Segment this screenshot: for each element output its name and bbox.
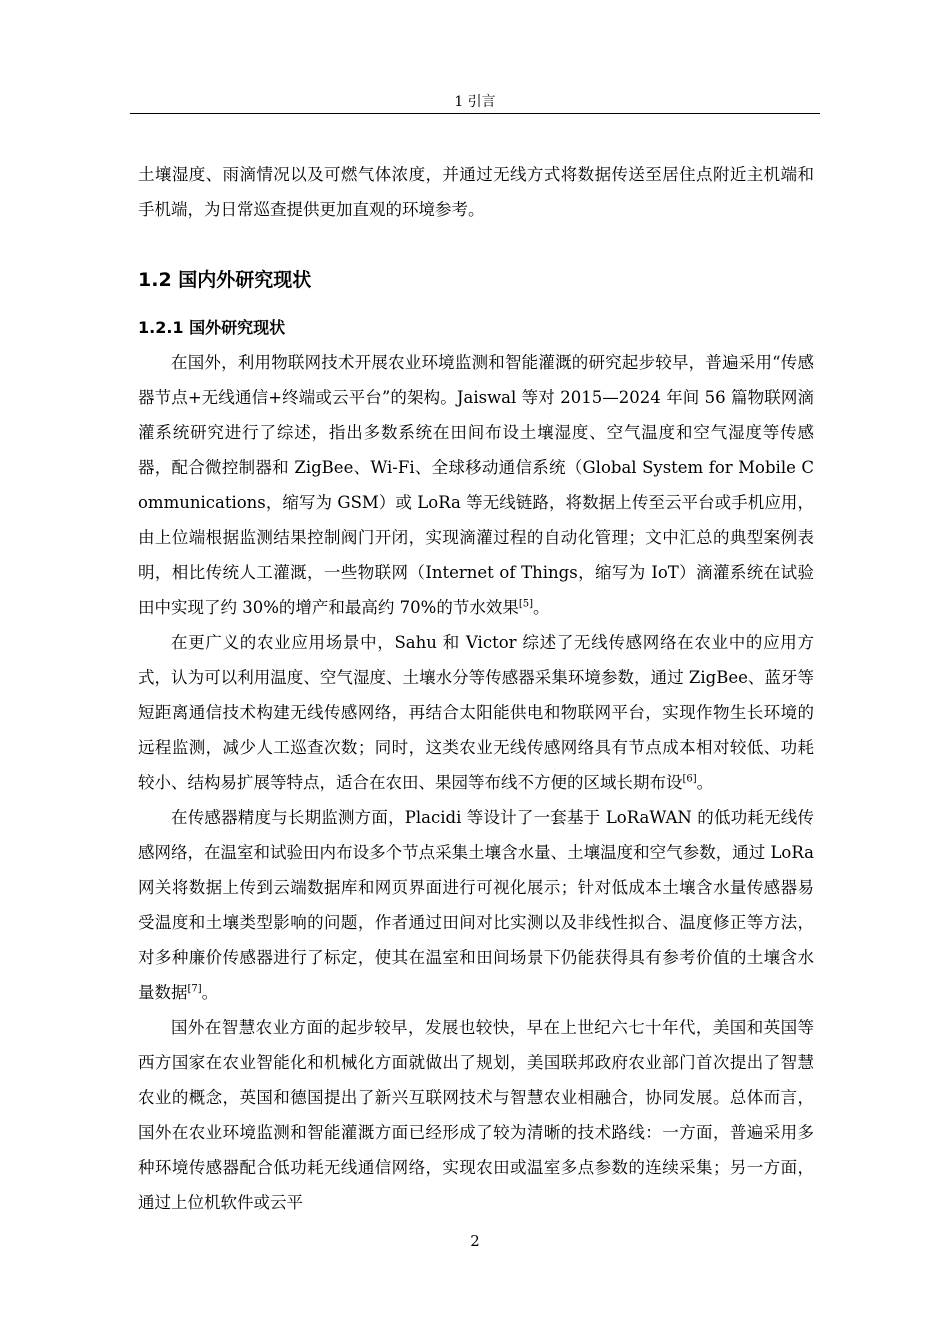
subsection-heading-1-2-1: 1.2.1 国外研究现状: [138, 318, 286, 337]
paragraph-sahu-victor: [138, 625, 814, 800]
citation-ref: [5]: [518, 598, 534, 610]
paragraph-placidi: [138, 800, 814, 1010]
paragraph-jaiswal: [138, 345, 814, 625]
section-heading-1-2: 1.2 国内外研究现状: [138, 269, 312, 291]
citation-ref: [6]: [682, 773, 697, 785]
paragraph-end: 。: [533, 598, 550, 617]
header-rule: [130, 113, 820, 114]
paragraph-summary: 国外在智慧农业方面的起步较早，发展也较快，早在上世纪六七十年代，美国和英国等西方国家在农业智能化和机械化方面就做出了规划，美国联邦政府农业部门首次提出了智慧农业的概念，英国和德国提出了新兴互联网技术与智慧农业相融合，协同发展。总体而言，国外在农业环境监测和智能灌溉方面已经形成了较为清晰的技术路线：一方面，普遍采用多种环境传感器配合低功耗无线通信网络，实现农田或温室多点参数的连续采集；另一方面，通过上位机软件或云平: [138, 1018, 814, 1212]
running-header: 1 引言: [454, 94, 496, 110]
citation-ref: [7]: [187, 983, 202, 995]
paragraph-end: 。: [696, 773, 714, 792]
paragraph-text: 在国外，利用物联网技术开展农业环境监测和智能灌溉的研究起步较早，普遍采用“传感器节点+无线通信+终端或云平台”的架构。Jaiswal 等对 2015—2024 年间 56 篇物联网滴灌系统研究进行了综述，指出多数系统在田间布设土壤湿度、空气温度和空气湿度等传感器，配合微控制器和 ZigBee、Wi-Fi、全球移动通信系统（Global System for Mobile Communications，缩写为 GSM）或 LoRa 等无线链路，将数据上传至云平台或手机应用，由上位端根据监测结果控制阀门开闭，实现滴灌过程的自动化管理；文中汇总的典型案例表明，相比传统人工灌溉，一些物联网（Internet of Things，缩写为 IoT）滴灌系统在试验田中实现了约 30%的增产和最高约 70%的节水效果: [138, 353, 814, 617]
page-number: 2: [470, 1232, 480, 1250]
paragraph-intro-tail: 土壤湿度、雨滴情况以及可燃气体浓度，并通过无线方式将数据传送至居住点附近主机端和手机端，为日常巡查提供更加直观的环境参考。: [138, 165, 814, 219]
paragraph-end: 。: [201, 983, 219, 1002]
page-body: [138, 157, 814, 1220]
paragraph-text: 在传感器精度与长期监测方面，Placidi 等设计了一套基于 LoRaWAN 的低功耗无线传感网络，在温室和试验田内布设多个节点采集土壤含水量、土壤温度和空气参数，通过 LoRa 网关将数据上传到云端数据库和网页界面进行可视化展示；针对低成本土壤含水量传感器易受温度和土壤类型影响的问题，作者通过田间对比实测以及非线性拟合、温度修正等方法，对多种廉价传感器进行了标定，使其在温室和田间场景下仍能获得具有参考价值的土壤含水量数据: [138, 808, 814, 1002]
paragraph-text: 在更广义的农业应用场景中，Sahu 和 Victor 综述了无线传感网络在农业中的应用方式，认为可以利用温度、空气湿度、土壤水分等传感器采集环境参数，通过 ZigBee、蓝牙等短距离通信技术构建无线传感网络，再结合太阳能供电和物联网平台，实现作物生长环境的远程监测，减少人工巡查次数；同时，这类农业无线传感网络具有节点成本相对较低、功耗较小、结构易扩展等特点，适合在农田、果园等布线不方便的区域长期布设: [138, 633, 814, 792]
